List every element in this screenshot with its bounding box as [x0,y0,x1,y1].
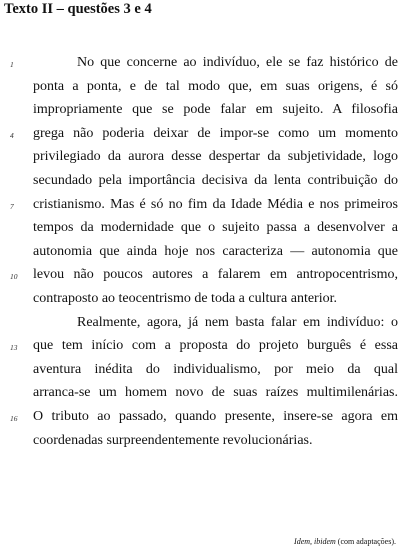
text-line [0,287,402,311]
text-line [0,51,402,75]
text-line [0,122,402,146]
text-line [0,169,402,193]
text-line [0,405,402,429]
text-line [0,358,402,382]
line-number: 1 [10,60,14,69]
line-text: aventura inédita do individualismo, por meio da qual [33,361,398,377]
source-citation-italic: Idem, ibidem [294,537,336,546]
line-text: grega não poderia deixar de impor-se como um momento [33,125,398,141]
text-line [0,311,402,335]
text-line [0,98,402,122]
line-number: 7 [10,201,14,211]
text-line [0,193,402,217]
line-text: arranca-se um homem novo de suas raízes multimilenárias. [33,385,398,401]
line-text: secundado pela importância decisiva da lenta contribuição do [33,172,398,188]
text-line [0,75,402,99]
source-citation [294,537,396,546]
text-title: Texto II – questões 3 e 4 [4,1,152,17]
line-number: 4 [10,130,14,140]
text-line [0,216,402,240]
source-citation-rest: (com adaptações). [335,537,396,546]
text-line [0,240,402,264]
line-text: tempos da modernidade que o sujeito passa a desenvolver a [33,220,398,236]
line-text: No que concerne ao indivíduo, ele se faz histórico de [77,55,398,70]
line-text: Realmente, agora, já nem basta falar em indivíduo: o [77,314,398,330]
text-line [0,334,402,358]
line-text: coordenadas surpreendentemente revolucionárias. [33,432,313,448]
line-text: autonomia que ainda hoje nos caracteriza — autonomia que [33,243,398,259]
line-text: ponta a ponta, e de tal modo que, em suas origens, é só [33,78,398,94]
line-number: 10 [10,272,18,282]
line-text: que tem início com a proposta do projeto burguês é essa [33,338,398,354]
line-number: 13 [10,343,18,353]
text-line [0,429,402,453]
text-body [0,51,402,452]
line-text: levou não poucos autores a falarem em antropocentrismo, [33,267,398,283]
line-text: contraposto ao teocentrismo de toda a cultura anterior. [33,290,338,306]
line-text: privilegiado da aurora desse despertar da subjetividade, logo [33,149,398,165]
text-line [0,145,402,169]
line-number: 16 [10,413,18,423]
line-text: O tributo ao passado, quando presente, insere-se agora em [33,408,398,424]
text-line [0,263,402,287]
line-text: impropriamente que se pode falar em sujeito. A filosofia [33,102,398,118]
text-line [0,381,402,405]
line-text: cristianismo. Mas é só no fim da Idade Média e nos primeiros [33,196,398,212]
